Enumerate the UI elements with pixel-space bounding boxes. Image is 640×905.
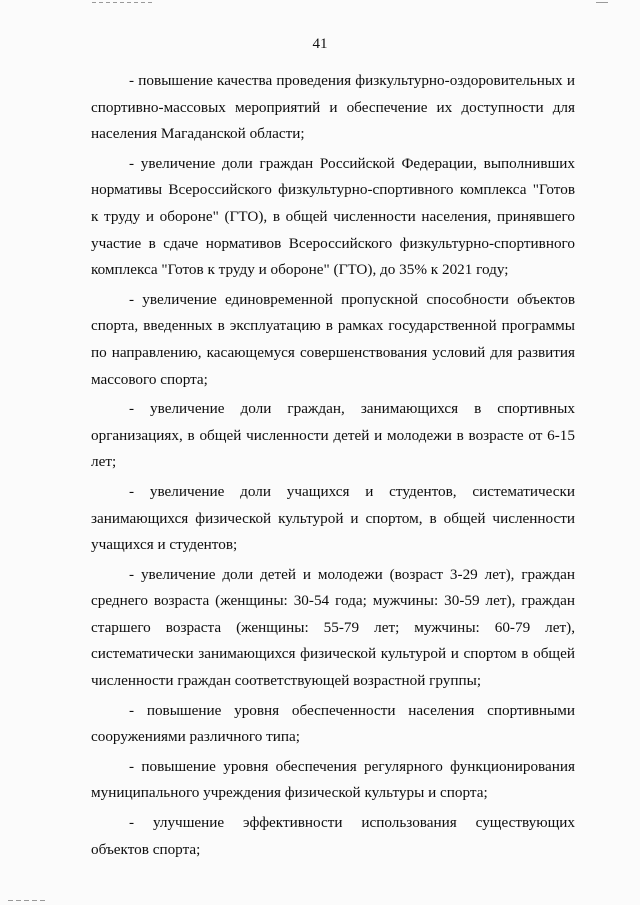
scan-artifact — [596, 2, 608, 3]
scan-artifact — [92, 2, 152, 3]
list-item: - повышение качества проведения физкультурно-оздоровительных и спортивно-массовых мероприятий и обеспечение их доступности для населения Магаданской области; — [91, 72, 575, 143]
list-item: - увеличение доли учащихся и студентов, систематически занимающихся физической культурой и спортом, в общей численности учащихся и студентов; — [91, 482, 575, 554]
list-item: - повышение уровня обеспеченности населения спортивными сооружениями различного типа; — [91, 701, 575, 746]
list-item: - увеличение доли граждан, занимающихся в спортивных организациях, в общей численности детей и молодежи в возрасте от 6-15 лет; — [91, 400, 575, 471]
list-item: - увеличение доли граждан Российской Федерации, выполнивших нормативы Всероссийского физкультурно-спортивного комплекса "Готов к труду и обороне" (ГТО), в общей численности населения, принявшего участие в сдаче нормативов Всероссийского физкультурно-спортивного комплекса "Готов к труду и обороне" (ГТО), до 35% к 2021 году; — [91, 154, 575, 279]
list-item: - увеличение единовременной пропускной способности объектов спорта, введенных в эксплуатацию в рамках государственной программы по направлению, касающемуся совершенствования условий для развития массового спорта; — [91, 290, 575, 388]
scan-artifact — [8, 900, 46, 901]
page-number: 41 — [312, 36, 328, 52]
list-item: - увеличение доли детей и молодежи (возраст 3-29 лет), граждан среднего возраста (женщины: 30-54 года; мужчины: 30-59 лет), граждан старшего возраста (женщины: 55-79 лет; мужчины: 60-79 лет), систематически занимающихся физической культурой и спортом в общей численности граждан соответствующей возрастной группы; — [91, 565, 575, 690]
list-item: - повышение уровня обеспечения регулярного функционирования муниципального учреждения физической культуры и спорта; — [91, 757, 575, 802]
body-text — [91, 68, 575, 866]
list-item: - улучшение эффективности использования существующих объектов спорта; — [91, 814, 575, 858]
